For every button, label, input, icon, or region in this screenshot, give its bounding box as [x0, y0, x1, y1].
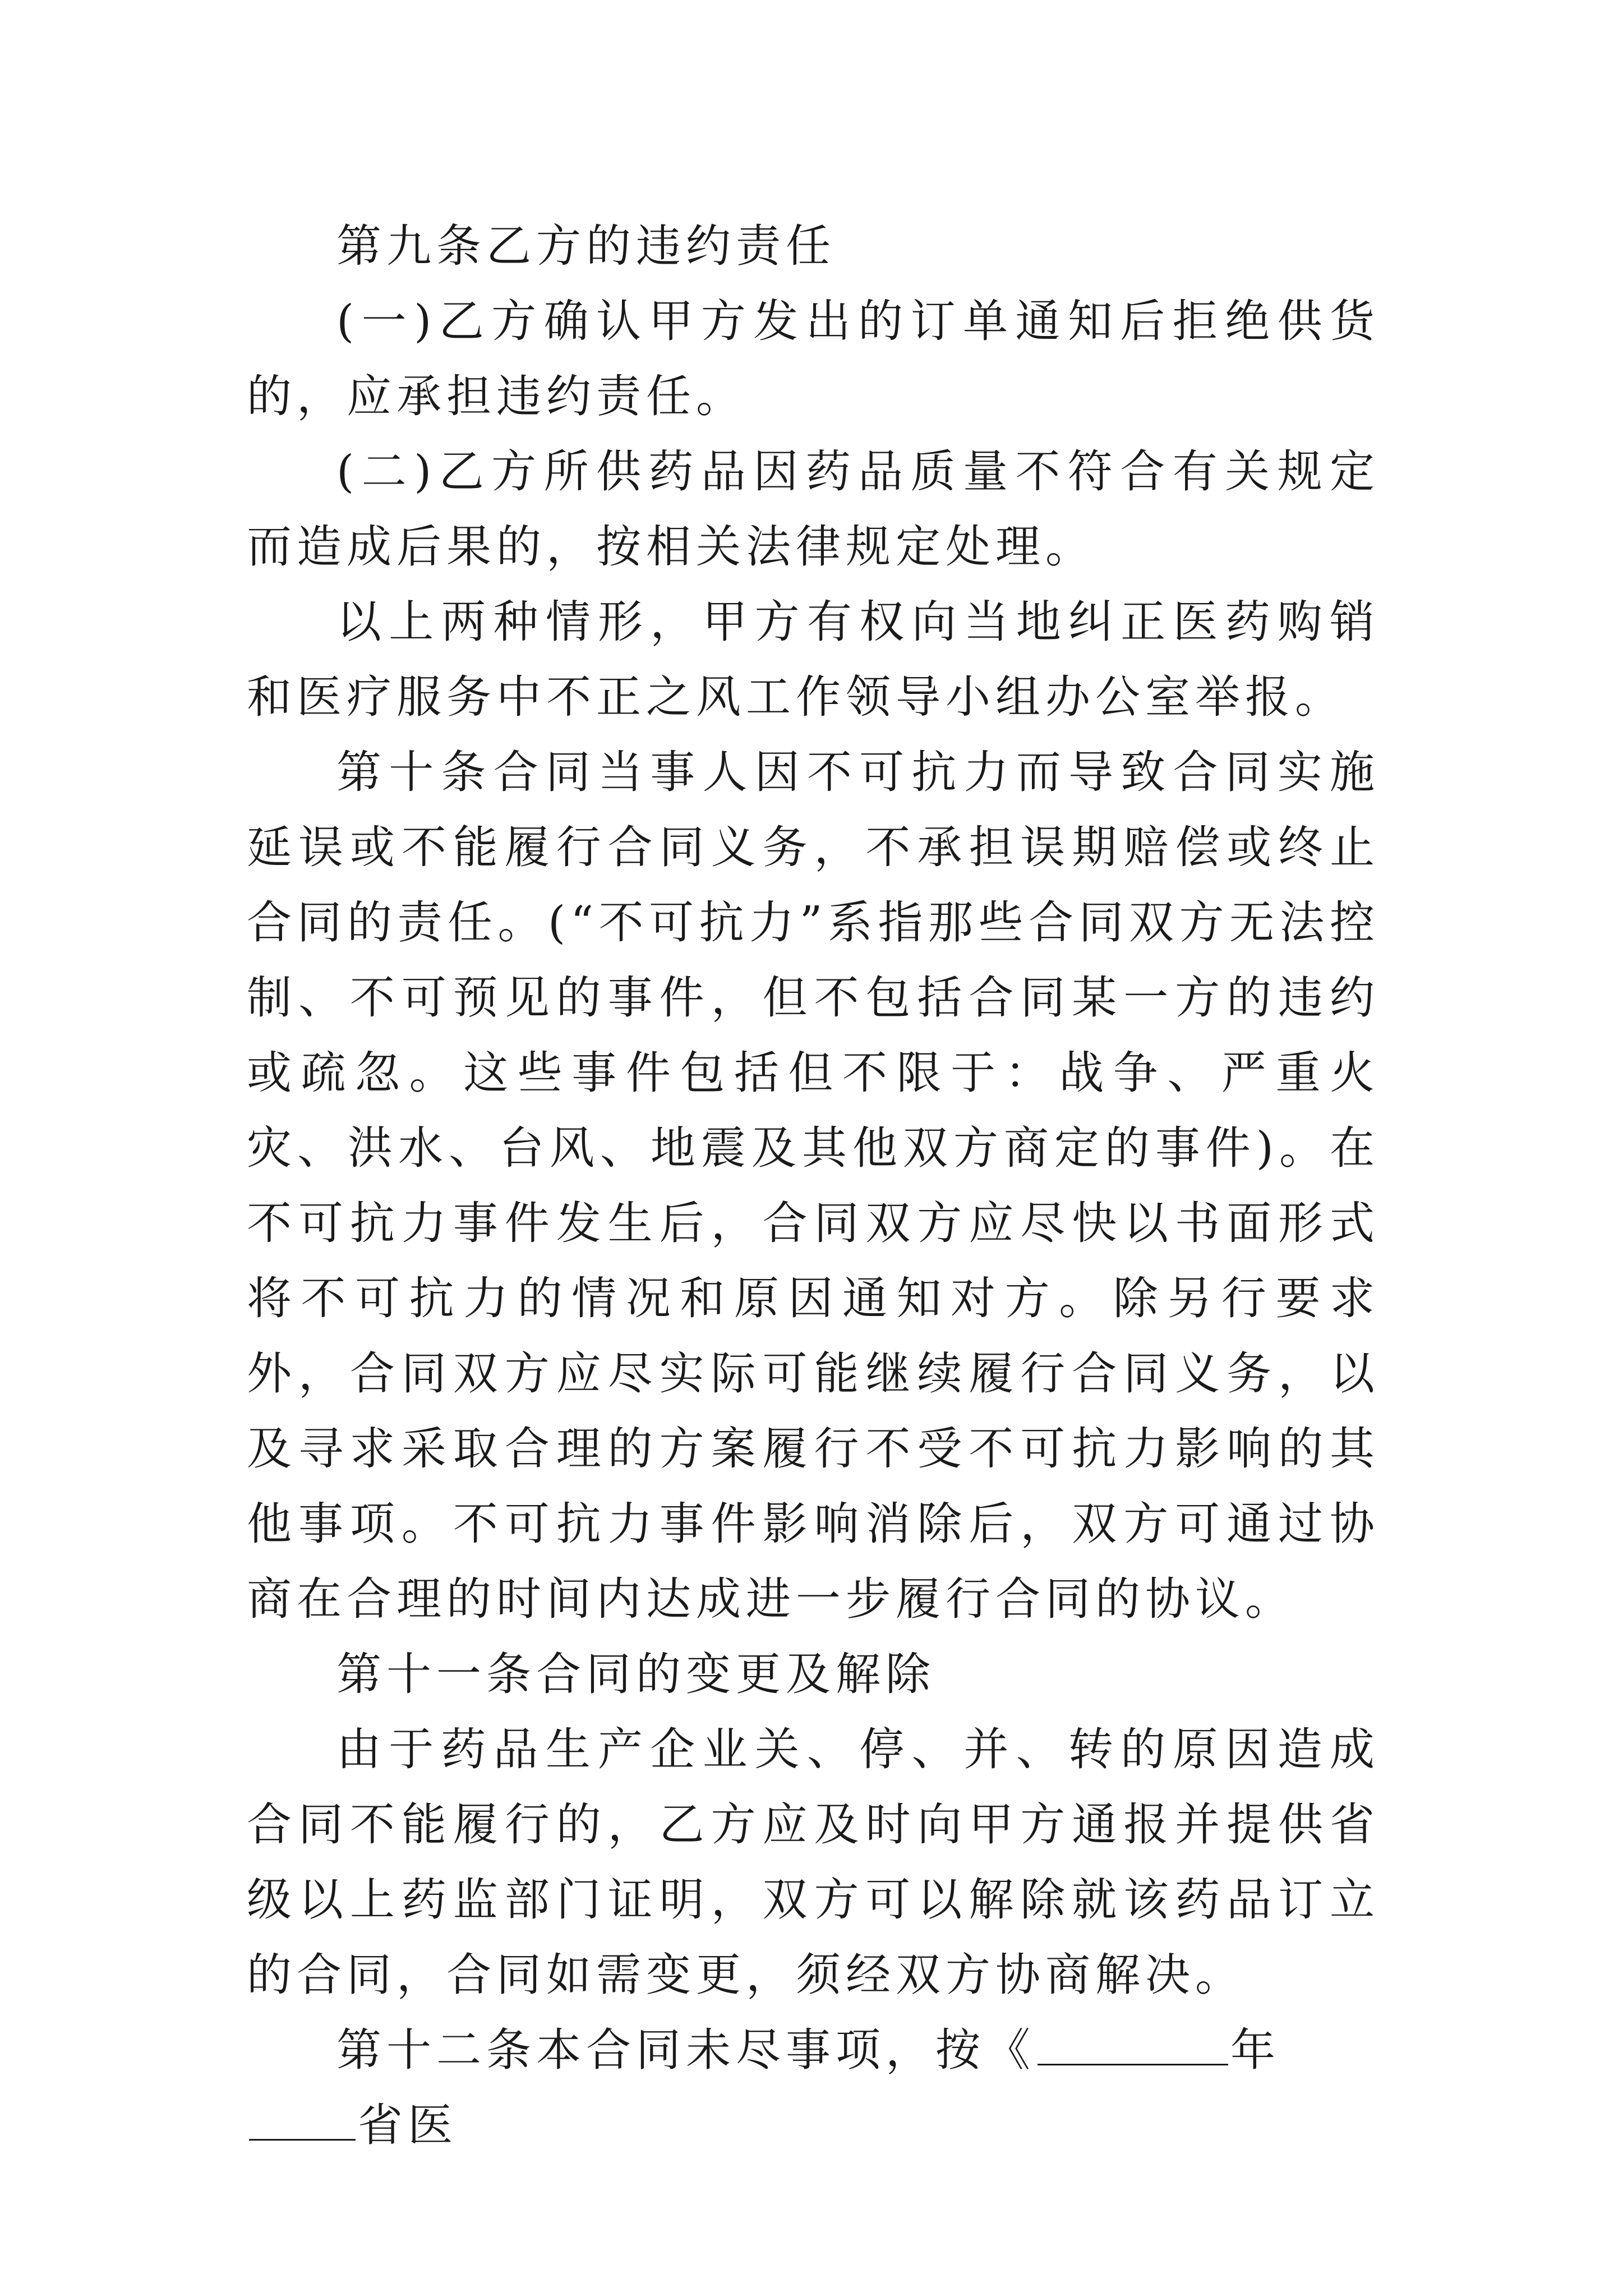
article-11-title: 第十一条合同的变更及解除	[336, 1648, 935, 1700]
article-9-clause-1: (一)乙方确认甲方发出的订单通知后拒绝供货的，应承担违约责任。	[247, 295, 1380, 422]
article-12-text	[247, 2013, 1380, 2163]
article-9-note: 以上两种情形，甲方有权向当地纠正医药购销和医疗服务中不正之风工作领导小组办公室举报。	[247, 596, 1380, 723]
article-12-suffix: 省医	[358, 2099, 458, 2151]
article-10-text: 第十条合同当事人因不可抗力而导致合同实施延误或不能履行合同义务，不承担误期赔偿或终止合同的责任。(“不可抗力”系指那些合同双方无法控制、不可预见的事件，但不包括合同某一方的违约或疏忽。这些事件包括但不限于：战争、严重火灾、洪水、台风、地震及其他双方商定的事件)。在不可抗力事件发生后，合同双方应尽快以书面形式将不可抗力的情况和原因通知对方。除另行要求外，合同双方应尽实际可能继续履行合同义务，以及寻求采取合理的方案履行不受不可抗力影响的其他事项。不可抗力事件影响消除后，双方可通过协商在合理的时间内达成进一步履行合同的协议。	[247, 746, 1380, 1625]
article-11-text: 由于药品生产企业关、停、并、转的原因造成合同不能履行的，乙方应及时向甲方通报并提供省级以上药监部门证明，双方可以解除就该药品订立的合同，合同如需变更，须经双方协商解决。	[247, 1723, 1380, 2001]
province-blank-field	[249, 2097, 356, 2141]
article-12-year-label: 年	[1230, 2024, 1280, 2076]
article-9-clause-2: (二)乙方所供药品因药品质量不符合有关规定而造成后果的，按相关法律规定处理。	[247, 445, 1380, 573]
year-blank-field	[1038, 2022, 1228, 2065]
article-12-prefix: 第十二条本合同未尽事项，按《	[336, 2024, 1035, 2076]
document-body	[247, 209, 1380, 2163]
article-9-title: 第九条乙方的违约责任	[336, 220, 836, 272]
